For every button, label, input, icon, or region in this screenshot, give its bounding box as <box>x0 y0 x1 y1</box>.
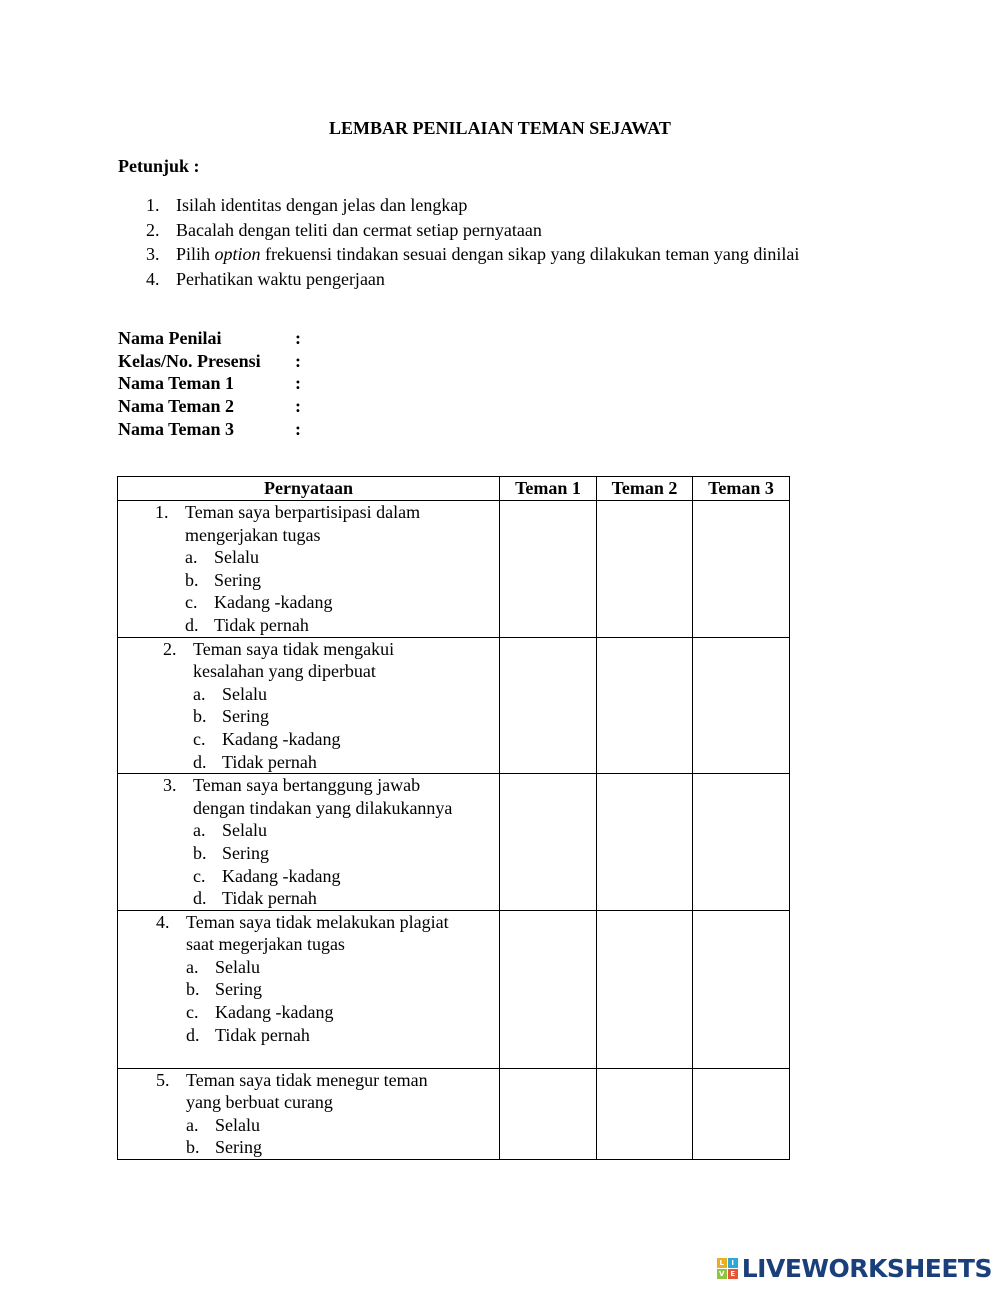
field-kelas-presensi[interactable]: Kelas/No. Presensi : <box>118 350 301 371</box>
answer-option[interactable] <box>118 1024 499 1047</box>
option-text: Kadang -kadang <box>214 592 333 613</box>
statement-text <box>118 638 499 774</box>
answer-cell-teman-1[interactable] <box>500 637 597 774</box>
option-text: Tidak pernah <box>214 614 309 635</box>
answer-cell-teman-1[interactable] <box>500 501 597 638</box>
option-text: Sering <box>222 842 269 863</box>
liveworksheets-logo <box>717 1254 992 1283</box>
statement-line <box>118 524 499 547</box>
statement-line-text: saat megerjakan tugas <box>186 934 345 955</box>
statement-line <box>118 911 499 934</box>
statement-text <box>118 1069 499 1159</box>
statement-text <box>118 774 499 910</box>
page-title: LEMBAR PENILAIAN TEMAN SEJAWAT <box>329 118 671 138</box>
instruction-item: 3. Pilih option frekuensi tindakan sesuai dengan sikap yang dilakukan teman yang dinilai <box>146 244 800 264</box>
answer-option[interactable] <box>118 683 499 706</box>
statement-cell <box>118 910 500 1068</box>
option-letter: b. <box>185 569 199 590</box>
statement-number: 3. <box>163 775 177 796</box>
statement-line-text: Teman saya tidak mengakui <box>193 638 395 659</box>
statement-cell <box>118 501 500 638</box>
answer-option[interactable] <box>118 1001 499 1024</box>
answer-cell-teman-3[interactable] <box>693 910 790 1068</box>
answer-cell-teman-2[interactable] <box>597 774 693 911</box>
statement-line <box>118 1069 499 1092</box>
option-letter: b. <box>186 979 200 1000</box>
table-row <box>118 1068 790 1159</box>
answer-option[interactable] <box>118 978 499 1001</box>
statement-line-text: Teman saya tidak melakukan plagiat <box>186 911 449 932</box>
option-text: Kadang -kadang <box>222 728 341 749</box>
field-nama-teman-2[interactable]: Nama Teman 2 : <box>118 396 301 417</box>
statement-line <box>118 501 499 524</box>
statement-line <box>118 1091 499 1114</box>
answer-option[interactable] <box>118 728 499 751</box>
statement-line-text: kesalahan yang diperbuat <box>193 661 376 682</box>
option-text: Selalu <box>222 820 267 841</box>
option-letter: a. <box>186 956 199 977</box>
answer-option[interactable] <box>118 887 499 910</box>
answer-cell-teman-3[interactable] <box>693 637 790 774</box>
option-letter: a. <box>193 820 206 841</box>
answer-cell-teman-2[interactable] <box>597 1068 693 1159</box>
statement-line-text: Teman saya bertanggung jawab <box>193 775 421 796</box>
header-teman-1: Teman 1 <box>500 477 597 501</box>
option-letter: d. <box>185 614 199 635</box>
statement-line-text: mengerjakan tugas <box>185 524 321 545</box>
statement-line-text: Teman saya tidak menegur teman <box>186 1069 428 1090</box>
answer-option[interactable] <box>118 705 499 728</box>
assessment-table <box>117 476 790 1160</box>
table-header-row <box>118 477 790 501</box>
logo-text: LIVEWORKSHEETS <box>741 1254 992 1283</box>
option-letter: b. <box>193 706 207 727</box>
option-letter: d. <box>186 1024 200 1045</box>
field-nama-teman-1[interactable]: Nama Teman 1 : <box>118 373 301 394</box>
statement-cell <box>118 637 500 774</box>
answer-option[interactable] <box>118 956 499 979</box>
answer-option[interactable] <box>118 546 499 569</box>
answer-option[interactable] <box>118 751 499 774</box>
statement-number: 2. <box>163 638 177 659</box>
statement-line <box>118 797 499 820</box>
answer-option[interactable] <box>118 591 499 614</box>
table-row <box>118 501 790 638</box>
field-nama-penilai[interactable]: Nama Penilai : <box>118 328 301 348</box>
table-row <box>118 774 790 911</box>
answer-option[interactable] <box>118 819 499 842</box>
statement-line <box>118 638 499 661</box>
option-letter: a. <box>186 1114 199 1135</box>
answer-cell-teman-1[interactable] <box>500 1068 597 1159</box>
option-text: Tidak pernah <box>222 751 317 772</box>
statement-line <box>118 660 499 683</box>
option-text: Selalu <box>222 683 267 704</box>
option-letter: b. <box>186 1137 200 1158</box>
statement-cell <box>118 774 500 911</box>
statement-line <box>118 933 499 956</box>
option-text: Sering <box>222 706 269 727</box>
option-letter: c. <box>185 592 198 613</box>
option-letter: a. <box>185 547 198 568</box>
option-text: Selalu <box>215 956 260 977</box>
option-text: Sering <box>214 569 261 590</box>
answer-cell-teman-2[interactable] <box>597 501 693 638</box>
answer-option[interactable] <box>118 569 499 592</box>
instructions-label: Petunjuk : <box>118 156 200 176</box>
option-letter: c. <box>186 1002 199 1023</box>
answer-cell-teman-1[interactable] <box>500 910 597 1068</box>
option-text: Selalu <box>215 1114 260 1135</box>
answer-option[interactable] <box>118 614 499 637</box>
option-text: Tidak pernah <box>222 888 317 909</box>
answer-cell-teman-3[interactable] <box>693 774 790 911</box>
option-text: Kadang -kadang <box>222 865 341 886</box>
statement-line-text: yang berbuat curang <box>186 1092 333 1113</box>
option-letter: d. <box>193 888 207 909</box>
instruction-item: 2. Bacalah dengan teliti dan cermat setiap pernyataan <box>146 219 542 240</box>
option-letter: c. <box>193 728 206 749</box>
option-text: Selalu <box>214 547 259 568</box>
option-text: Tidak pernah <box>215 1024 310 1045</box>
option-letter: c. <box>193 865 206 886</box>
option-text: Sering <box>215 1137 262 1158</box>
instructions-list <box>146 193 799 291</box>
answer-option[interactable] <box>118 1114 499 1137</box>
statement-line <box>118 774 499 797</box>
instruction-item: 4. Perhatikan waktu pengerjaan <box>146 268 385 289</box>
answer-cell-teman-3[interactable] <box>693 501 790 638</box>
answer-option[interactable] <box>118 865 499 888</box>
answer-option[interactable] <box>118 842 499 865</box>
identity-fields <box>118 327 301 440</box>
statement-number: 5. <box>156 1069 170 1090</box>
statement-number: 4. <box>156 911 170 932</box>
header-teman-3: Teman 3 <box>693 477 790 501</box>
option-letter: b. <box>193 842 207 863</box>
statement-text <box>118 501 499 637</box>
statement-cell <box>118 1068 500 1159</box>
logo-blocks-icon: L I V E <box>717 1258 738 1279</box>
option-letter: a. <box>193 683 206 704</box>
answer-cell-teman-2[interactable] <box>597 637 693 774</box>
answer-cell-teman-1[interactable] <box>500 774 597 911</box>
instruction-item: 1. Isilah identitas dengan jelas dan lengkap <box>146 195 468 215</box>
option-letter: d. <box>193 751 207 772</box>
header-pernyataan: Pernyataan <box>118 477 500 501</box>
statement-number: 1. <box>155 502 169 522</box>
header-teman-2: Teman 2 <box>597 477 693 501</box>
option-text: Kadang -kadang <box>215 1002 334 1023</box>
answer-cell-teman-3[interactable] <box>693 1068 790 1159</box>
statement-line-text: Teman saya berpartisipasi dalam <box>185 502 421 522</box>
answer-option[interactable] <box>118 1136 499 1159</box>
table-row <box>118 637 790 774</box>
table-row <box>118 910 790 1068</box>
statement-text <box>118 911 499 1047</box>
answer-cell-teman-2[interactable] <box>597 910 693 1068</box>
option-text: Sering <box>215 979 262 1000</box>
statement-line-text: dengan tindakan yang dilakukannya <box>193 797 453 818</box>
field-nama-teman-3[interactable]: Nama Teman 3 : <box>118 418 301 439</box>
